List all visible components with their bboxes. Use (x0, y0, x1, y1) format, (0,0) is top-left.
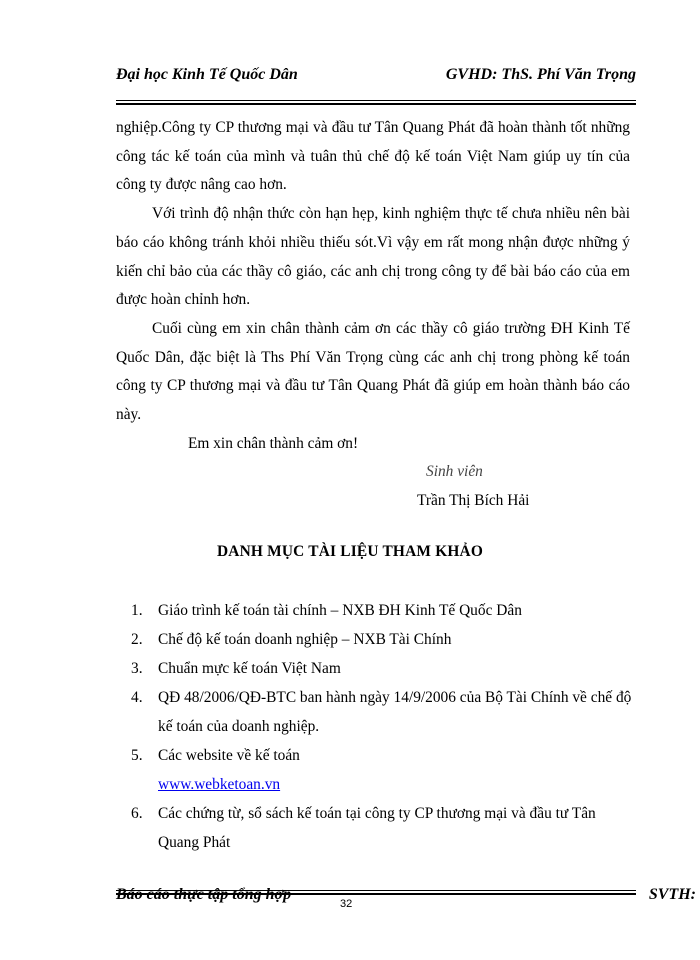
list-item (131, 799, 636, 857)
list-item (131, 654, 636, 683)
list-item (131, 625, 636, 654)
list-item-text: QĐ 48/2006/QĐ-BTC ban hành ngày 14/9/2006 của Bộ Tài Chính về chế độ kế toán của doanh nghiệp. (158, 689, 632, 735)
thanks-line: Em xin chân thành cảm ơn! (188, 434, 359, 452)
footer-right: SVTH: (648, 886, 696, 903)
list-item-text: Chế độ kế toán doanh nghiệp – NXB Tài Chính (158, 631, 452, 648)
footer-left: Báo cáo thực tập tổng hợp (116, 886, 292, 903)
list-item (131, 596, 636, 625)
page-number: 32 (340, 898, 353, 910)
header-rule-thick (116, 103, 636, 105)
paragraph-2: Với trình độ nhận thức còn hạn hẹp, kinh nghiệm thực tế chưa nhiều nên bài báo cáo không tránh khỏi nhiều thiếu sót.Vì vậy em rất mong nhận được những ý kiến chỉ bảo của các thầy cô giáo, các anh chị trong công ty để bài báo cáo của em được hoàn chỉnh hơn. (116, 205, 630, 309)
header-right: GVHD: ThS. Phí Văn Trọng (445, 66, 636, 83)
paragraph-1: nghiệp.Công ty CP thương mại và đầu tư Tân Quang Phát đã hoàn thành tốt những công tác kế toán của mình và tuân thủ chế độ kế toán Việt Nam giúp uy tín của công ty được nâng cao hơn. (116, 119, 630, 194)
list-item-number: 5. (131, 747, 143, 764)
list-item-number: 2. (131, 631, 143, 648)
list-item-number: 6. (131, 805, 143, 822)
list-item-number: 4. (131, 689, 143, 706)
references-title: DANH MỤC TÀI LIỆU THAM KHẢO (216, 543, 484, 560)
list-item-text: Giáo trình kế toán tài chính – NXB ĐH Kinh Tế Quốc Dân (158, 602, 522, 619)
list-item (131, 741, 636, 799)
list-item-text: Các chứng từ, sổ sách kế toán tại công ty CP thương mại và đầu tư Tân Quang Phát (158, 805, 596, 851)
list-item-text: Các website về kế toán (158, 747, 300, 764)
list-item-number: 3. (131, 660, 143, 677)
header-left: Đại học Kinh Tế Quốc Dân (116, 66, 298, 83)
list-item-number: 1. (131, 602, 143, 619)
references-list (131, 596, 636, 857)
body-text (116, 114, 630, 516)
signature-name: Trần Thị Bích Hải (417, 492, 530, 510)
header-rule (116, 100, 636, 101)
website-link[interactable]: www.webketoan.vn (158, 776, 281, 793)
list-item (131, 683, 636, 741)
list-item-text: Chuẩn mực kế toán Việt Nam (158, 660, 341, 677)
paragraph-3: Cuối cùng em xin chân thành cảm ơn các thầy cô giáo trường ĐH Kinh Tế Quốc Dân, đặc biệt là Ths Phí Văn Trọng cùng các anh chị trong phòng kế toán công ty CP thương mại và đầu tư Tân Quang Phát đã giúp em hoàn thành báo cáo này. (116, 319, 630, 424)
signature-role: Sinh viên (426, 463, 483, 481)
